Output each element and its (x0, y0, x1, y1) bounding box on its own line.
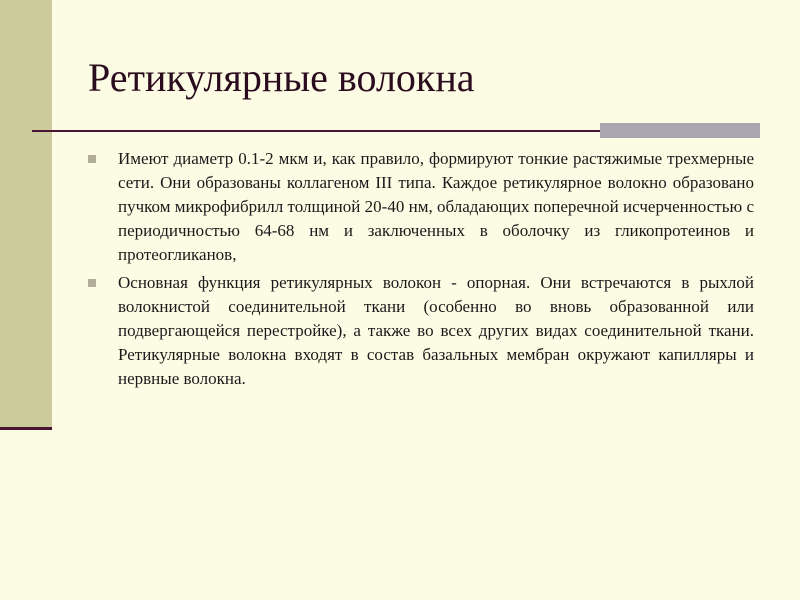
bullet-text: Основная функция ретикулярных волокон - опорная. Они встречаются в рыхлой волокнистой соединительной ткани (особенно во вновь образованной или подвергающейся перестройке), а также во всех других видах соединительной ткани. Ретикулярные волокна входят в состав базальных мембран окружают капилляры и нервные волокна. (118, 273, 754, 388)
bullet-item (88, 147, 754, 267)
left-decor-band (0, 0, 52, 428)
square-bullet-icon (88, 155, 96, 163)
bullet-text: Имеют диаметр 0.1-2 мкм и, как правило, формируют тонкие растяжимые трехмерные сети. Они образованы коллагеном III типа. Каждое ретикулярное волокно образовано пучком микрофибрилл толщиной 20-40 нм, обладающих поперечной исчерченностью с периодичностью 64-68 нм и заключенных в оболочку из гликопротеинов и протеогликанов, (118, 149, 754, 264)
title-divider-block (600, 123, 760, 138)
slide-title: Ретикулярные волокна (88, 55, 475, 100)
square-bullet-icon (88, 279, 96, 287)
bullet-item (88, 271, 754, 391)
title-divider-line (32, 130, 600, 132)
left-band-divider (0, 427, 52, 430)
bullet-list (88, 147, 754, 395)
